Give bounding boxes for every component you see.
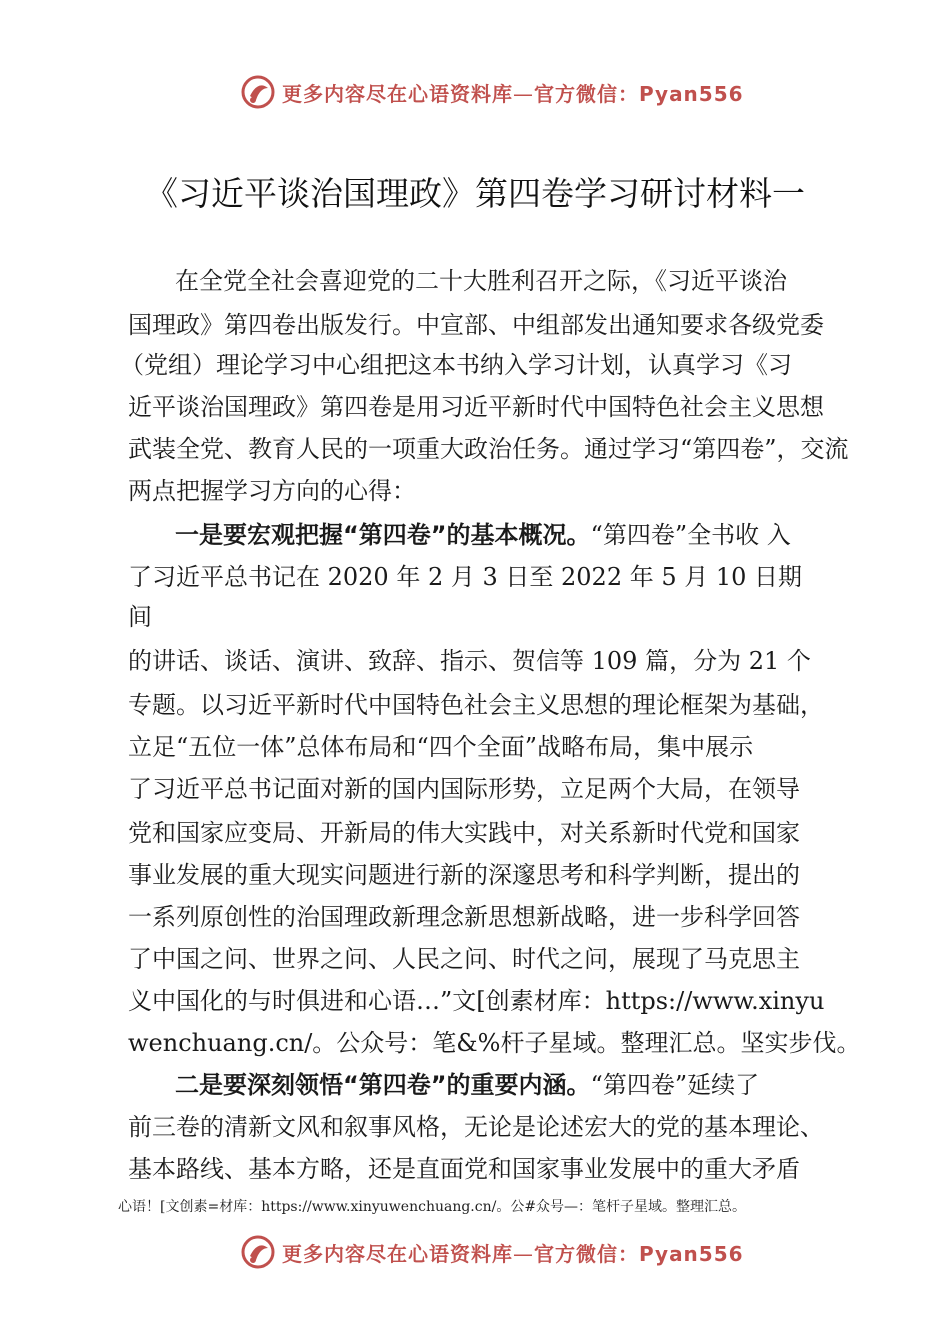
text-line: 事业发展的重大现实问题进行新的深邃思考和科学判断，提出的: [128, 861, 800, 889]
text-line: 基本路线、基本方略，还是直面党和国家事业发展中的重大矛盾: [128, 1155, 800, 1183]
logo-icon: [240, 74, 276, 110]
header-banner: [240, 70, 744, 114]
text-line: 国理政》第四卷出版发行。中宣部、中组部发出通知要求各级党委: [128, 311, 824, 339]
text-line-bold-lead: [175, 1070, 759, 1100]
text-line: 武装全党、教育人民的一项重大政治任务。通过学习“第四卷”，交流: [128, 435, 849, 463]
bold-lead: 一是要宏观把握“第四卷”的基本概况。: [175, 521, 591, 549]
text-line: 专题。以习近平新时代中国特色社会主义思想的理论框架为基础，: [128, 691, 824, 719]
bold-lead: 二是要深刻领悟“第四卷”的重要内涵。: [175, 1071, 591, 1099]
text-line-bold-lead: [175, 520, 791, 550]
text-line: 了习近平总书记面对新的国内国际形势，立足两个大局，在领导: [128, 775, 800, 803]
text-line: 的讲话、谈话、演讲、致辞、指示、贺信等 109 篇，分为 21 个: [128, 647, 811, 675]
line-rest: “第四卷”延续了: [590, 1071, 760, 1099]
footer-banner: [240, 1230, 744, 1274]
text-line: 在全党全社会喜迎党的二十大胜利召开之际，《习近平谈治: [175, 267, 787, 295]
text-line: 间: [128, 603, 152, 631]
logo-icon: [240, 1234, 276, 1270]
footer-note: 心语！[文创素=材库：https://www.xinyuwenchuang.cn/。公#众号—：笔杆子星域。整理汇总。: [118, 1199, 747, 1215]
text-line: 一系列原创性的治国理政新理念新思想新战略，进一步科学回答: [128, 903, 800, 931]
text-line: wenchuang.cn/。公众号：笔&%杆子星域。整理汇总。坚实步伐。: [128, 1029, 861, 1057]
line-rest: “第四卷”全书收 入: [590, 521, 791, 549]
text-line: 近平谈治国理政》第四卷是用习近平新时代中国特色社会主义思想: [128, 393, 824, 421]
text-line: 了习近平总书记在 2020 年 2 月 3 日至 2022 年 5 月 10 日期: [128, 563, 803, 591]
text-line: 前三卷的清新文风和叙事风格，无论是论述宏大的党的基本理论、: [128, 1113, 824, 1141]
text-line: 立足“五位一体”总体布局和“四个全面”战略布局，集中展示: [128, 733, 754, 761]
document-title: 《习近平谈治国理政》第四卷学习研讨材料一: [145, 174, 805, 213]
text-line: （党组）理论学习中心组把这本书纳入学习计划，认真学习《习: [120, 351, 792, 379]
text-line: 两点把握学习方向的心得：: [128, 477, 416, 505]
banner-text: 更多内容尽在心语资料库—官方微信：Pyan556: [282, 1241, 744, 1266]
text-line: 义中国化的与时俱进和心语…”文[创素材库：https://www.xinyu: [128, 987, 825, 1015]
text-line: 党和国家应变局、开新局的伟大实践中，对关系新时代党和国家: [128, 819, 800, 847]
text-line: 了中国之问、世界之问、人民之问、时代之问，展现了马克思主: [128, 945, 800, 973]
banner-text: 更多内容尽在心语资料库—官方微信：Pyan556: [282, 81, 744, 106]
